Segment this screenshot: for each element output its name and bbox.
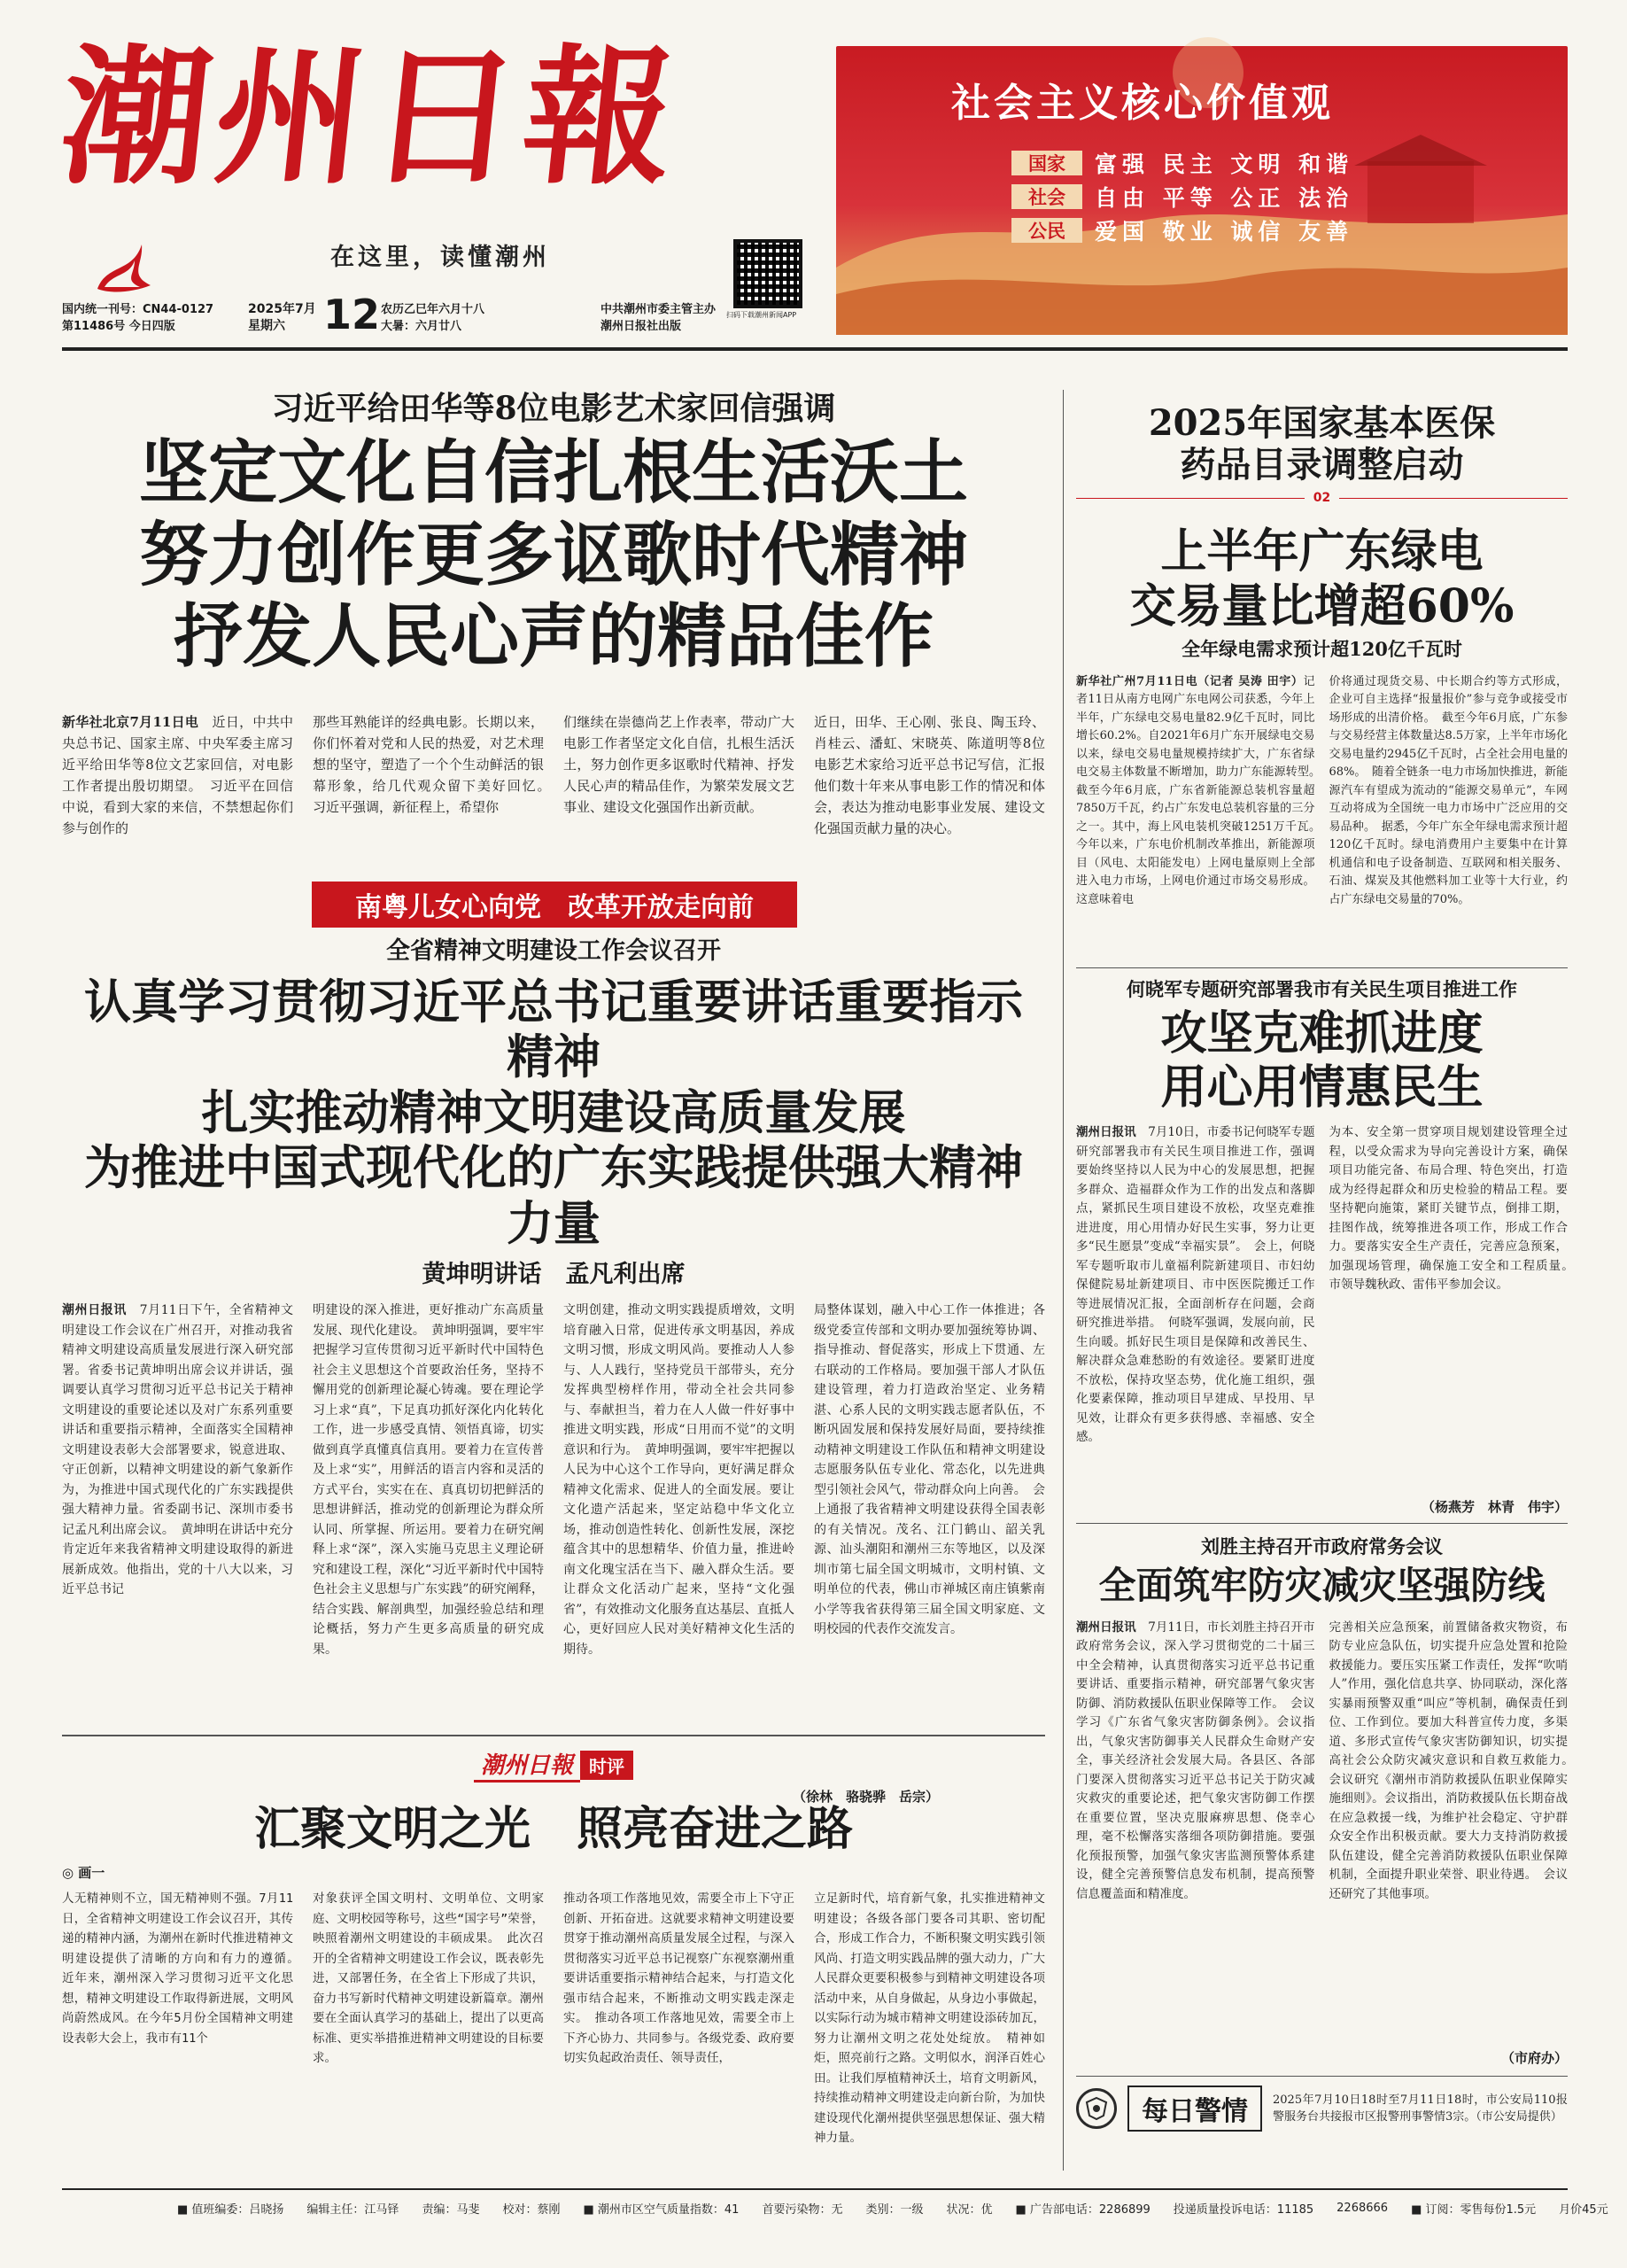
lead-col-4: 近日，田华、王心刚、张良、陶玉玲、肖桂云、潘虹、宋晓英、陈道明等8位电影艺术家给习近平总书记写信，汇报他们数十年来从事电影工作的情况和体会，表达为推动电影事业发展、建设文化强国贡献力量的决心。 <box>814 713 1045 836</box>
meeting-title-3: 为推进中国式现代化的广东实践提供强大精神力量 <box>84 1140 1023 1251</box>
safety-col-2: 完善相关应急预案，前置储备救灾物资，布防专业应急队伍，切实提升应急处置和抢险救援能力。要压实压紧工作责任，发挥“吹哨人”作用，强化信息共享、协同联动，深化落实暴雨预警双重“叫应”等机制，确保责任到位、工作到位。要加大科普宣传力度，多渠道、多形式宣传气象灾害防御知识，切实提高社会公众防灾减灾意识和自救互救能力。 会议研究《潮州市消防救援队伍职业保障实施细则》。会议指出，消防救援队伍长期奋战在应急救援一线，为维护社会稳定、守护群众安全作出积极贡献。要大力支持消防救援队伍建设，健全完善消防救援队伍职业保障机制，全面提升职业荣誉、职业待遇。 会议还研究了其他事项。 <box>1329 1619 1580 1901</box>
meeting-col-4: 局整体谋划，融入中心工作一体推进；各级党委宣传部和文明办要加强统筹协调、指导推动、督促落实，形成上下贯通、左右联动的工作格局。要加强干部人才队伍建设管理，着力打造政治坚定、业务精湛、心系人民的文明实践志愿者队伍，不断巩固发展和保持发展好局面，要持续推动精神文明建设工作队伍和精神文明建设志愿服务队伍专业化、常态化，以先进典型引领社会风气，带动群众向上向善。 会上通报了我省精神文明建设获得全国表彰的有关情况。茂名、江门鹤山、韶关乳源、汕头潮阳和潮州三东等地区，以及深圳市第七届全国文明城市，文明村镇、文明单位的代表，佛山市禅城区南庄镇紫南小学等我省获得第三届全国文明家庭、文明校园的代表作交流发言。 <box>814 1303 1045 1637</box>
masthead-slogan: 在这里，读懂潮州 <box>330 244 550 271</box>
lead-title-2: 努力创作更多讴歌时代精神 <box>138 514 968 595</box>
commentary-col-1: 人无精神则不立，国无精神则不强。7月11日，全省精神文明建设工作会议召开，其传递的精神内涵，为潮州在新时代推进精神文明建设提供了清晰的方向和有力的遵循。 近年来，潮州深入学习贯彻习近平文化思想，精神文明建设工作取得新进展，文明风尚蔚然成风。在今年5月份全国精神文明建设表彰大会上，我市有11个 <box>62 1891 306 2046</box>
power-col-2: 价将通过现货交易、中长期合约等方式形成，企业可自主选择“报量报价”参与竞争或接受市场形成的出清价格。 截至今年6月底，广东参与交易经营主体数量达8.5万家，上半年市场化交易电量约2945亿千瓦时，占全社会用电量的68%。 随着全链条一电力市场加快推进，新能源汽车有望成为流动的“能源交易单元”，车网互动将成为全国统一电力市场中广泛应用的交易品种。 据悉，今年广东全年绿电需求预计超120亿千瓦时。绿电消费用户主要集中在计算机通信和电子设备制造、互联网和相关服务、石油、煤炭及其他燃料加工业等十大行业，约占广东绿电交易量的70%。 <box>1329 674 1568 906</box>
footer-phone2: 2268666 <box>1336 2201 1389 2215</box>
values-row-society: 社会 自由 平等 公正 法治 <box>1011 183 1353 211</box>
commentary-author: ◎ 画一 <box>62 1865 105 1882</box>
footer <box>177 2197 1608 2218</box>
project-title-2: 用心用情惠民生 <box>1160 1060 1484 1115</box>
meeting-article <box>62 937 1045 1806</box>
flame-icon <box>89 237 159 298</box>
drug-title-2[interactable]: 药品目录调整启动 <box>1180 444 1464 486</box>
sidebar <box>1076 390 1580 2132</box>
commentary-tag: 时评 <box>580 1751 633 1780</box>
commentary-col-3: 推动各项工作落地见效，需要全市上下守正创新、开拓奋进。这就要求精神文明建设要贯穿于推动潮州高质量发展全过程，与深入贯彻落实习近平总书记视察广东视察潮州重要讲话重要指示精神结合起来，与打造文化强市结合起来，不断推动文明实践走深走实。 推动各项工作落地见效，需要全市上下齐心协力、共同参与。各级党委、政府要切实负起政治责任、领导责任， <box>563 1891 794 2066</box>
issue-number: 第11486号 今日四版 <box>62 320 175 333</box>
footer-responsible: 责编：马斐 <box>422 2202 480 2217</box>
meeting-col-3: 文明创建，推动文明实践提质增效，文明培育融入日常，促进传承文明基因，养成文明习惯，形成文明风尚。要推动人人参与、人人践行，坚持党员干部带头，充分发挥典型榜样作用，带动全社会共同参与、奉献担当，着力在人人做一件好事中推进文明实践，形成“日用而不觉”的文明意识和行为。 黄坤明强调，要牢牢把握以人民为中心这个工作导向，更好满足群众精神文化需求、促进人的全面发展。要让文化遗产活起来，坚定站稳中华文化立场，推动创造性转化、创新性发展，深挖蕴含其中的思想精华、价值力量，推进岭南文化瑰宝活在当下、融入群众生活。要让群众文化活动广起来，坚持“文化强省”，有效推动文化服务直达基层、直抵人心，更好回应人民对美好精神文化生活的期待。 <box>563 1303 794 1657</box>
project-col-1: 潮州日报讯 7月10日，市委书记何晓军专题研究部署我市有关民生项目推进工作，强调要始终坚持以人民为中心的发展思想，把握多群众、造福群众作为工作的出发点和落脚点，紧抓民生项目建设不放松，攻坚克难推进进度，用心用情办好民生实事，努力让更多“民生愿景”变成“幸福实景”。 会上，何晓军专题听取市儿童福利院新建项目、市妇幼保健院易址新建项目、市中医医院搬迁工作等进展情况汇报，全面剖析存在问题，会商研究推进举措。 何晓军强调，发展向前，民生向暖。抓好民生项目是保障和改善民生、解决群众急难愁盼的有效途径。要紧盯进度不放松，保持攻坚态势，优化施工组织，强化要素保障，推动项目早建成、早投用、早见效，让群众有更多获得感、幸福感、安全感。 <box>1076 1125 1315 1445</box>
police-title: 每日警情 <box>1127 2085 1262 2132</box>
power-title-2: 交易量比增超60% <box>1129 579 1515 633</box>
commentary-col-4: 立足新时代，培育新气象，扎实推进精神文明建设；各级各部门要各司其职、密切配合，形成工作合力，不断积聚文明实践引领风尚、打造文明实践品牌的强大动力，广大人民群众更要积极参与到精神文明建设各项活动中来，从自身做起，从身边小事做起，以实际行动为城市精神文明建设添砖加瓦，努力让潮州文明之花处处绽放。 精神如炬，照亮前行之路。文明似水，润泽百姓心田。让我们厚植精神沃土，培育文明新风，持续推动精神文明建设走向新台阶，为加快建设现代化潮州提供坚强思想保证、强大精神力量。 <box>814 1891 1045 2146</box>
meeting-subtitle: 黄坤明讲话 孟凡利出席 <box>422 1260 686 1288</box>
masthead-rule <box>62 347 1568 351</box>
lead-article <box>62 390 1045 836</box>
safety-title: 全面筑牢防灾减灾坚强防线 <box>1098 1564 1546 1608</box>
footer-subscribe: ■ 订阅：零售每份1.5元 <box>1411 2202 1537 2217</box>
weekday: 星期六 <box>248 319 285 333</box>
year-month: 2025年7月 <box>248 302 316 316</box>
footer-monthly: 月价45元 <box>1559 2202 1608 2217</box>
commentary-title: 汇聚文明之光 照亮奋进之路 <box>253 1802 853 1856</box>
commentary-brand: 潮州日報 <box>474 1747 580 1783</box>
safety-credit: （市府办） <box>1500 2049 1568 2066</box>
footer-proofreader: 校对：蔡刚 <box>502 2202 561 2217</box>
police-badge-icon <box>1076 2088 1117 2129</box>
project-kicker: 何晓军专题研究部署我市有关民生项目推进工作 <box>1127 977 1517 1000</box>
drug-page-ref[interactable]: 02 <box>1313 491 1331 506</box>
solar-term: 大暑：六月廿八 <box>381 320 462 333</box>
lead-title-3: 抒发人民心声的精品佳作 <box>173 595 934 677</box>
publisher-line2: 潮州日报社出版 <box>600 320 682 333</box>
project-col-2: 为本、安全第一贯穿项目规划建设管理全过程，以受众需求为导向完善设计方案，确保项目功能完备、布局合理、特色突出，打造成为经得起群众和历史检验的精品工程。要坚持靶向施策，紧盯关键节点，倒排工期，挂图作战，统筹推进各项工作，形成工作合力。要落实安全生产责任，完善应急预案，加强现场管理，确保施工安全和工程质量。 市领导魏秋政、雷伟平参加会议。 <box>1329 1125 1580 1293</box>
meeting-col-1: 潮州日报讯 7月11日下午，全省精神文明建设工作会议在广州召开，对推动我省精神文明建设高质量发展进行深入研究部署。省委书记黄坤明出席会议并讲话，强调要认真学习贯彻习近平总书记关于精神文明建设的重要论述以及对广东系列重要讲话和重要指示精神，全面落实全国精神文明建设表彰大会部署要求，锐意进取、守正创新，以精神文明建设的新气象新作为，为推进中国式现代化的广东实践提供强大精神力量。省委副书记、深圳市委书记孟凡利出席会议。 黄坤明在讲话中充分肯定近年来我省精神文明建设取得的新进展新成效。他指出，党的十八大以来，习近平总书记 <box>62 1303 294 1597</box>
lead-col-2: 那些耳熟能详的经典电影。长期以来，你们怀着对党和人民的热爱，对艺术理想的坚守，塑造了一个个生动鲜活的银幕形象，给几代观众留下美好回忆。 习近平强调，新征程上，希望你 <box>313 713 558 815</box>
column-divider <box>1063 390 1064 2171</box>
footer-pollutant: 首要污染物：无 <box>762 2202 843 2217</box>
meeting-col-2: 明建设的深入推进，更好推动广东高质量发展、现代化建设。 黄坤明强调，要牢牢把握学习宣传贯彻习近平新时代中国特色社会主义思想这个首要政治任务，坚持不懈用党的创新理论凝心铸魂。要在理论学习上求“真”，下足真功抓好深化内化转化工作，进一步感受真情、领悟真谛，切实做到真学真懂真信真用。要着力在宣传普及上求“实”，用鲜活的语言内容和灵活的方式平台，实实在在、真真切切把鲜活的思想讲鲜活，推动党的创新理论为群众所认同、所掌握、所运用。要着力在研究阐释上求“深”，深入实施马克思主义理论研究和建设工程，深化“习近平新时代中国特色社会主义思想与广东实践”的研究阐释，结合实践、解剖典型，加强经验总结和理论概括，努力产生更多高质量的研究成果。 <box>313 1303 544 1657</box>
footer-chief: 编辑主任：江马铎 <box>306 2202 399 2217</box>
core-values-ad <box>836 46 1568 335</box>
meeting-credit: （徐林 骆骁骅 岳宗） <box>792 1789 939 1806</box>
power-subtitle: 全年绿电需求预计超120亿千瓦时 <box>1182 638 1462 661</box>
footer-ad-phone: ■ 广告部电话：2286899 <box>1015 2202 1151 2217</box>
lead-col-3: 们继续在崇德尚艺上作表率，带动广大电影工作者坚定文化自信，扎根生活沃土，努力创作更多讴歌时代精神、抒发人民心声的精品佳作，为繁荣发展文艺事业、建设文化强国作出新贡献。 <box>563 713 794 815</box>
lunar-date: 农历乙巳年六月十八 <box>381 303 485 316</box>
meeting-kicker: 全省精神文明建设工作会议召开 <box>386 937 721 965</box>
safety-col-1: 潮州日报讯 7月11日，市长刘胜主持召开市政府常务会议，深入学习贯彻党的二十届三中全会精神，认真贯彻落实习近平总书记重要讲话、重要指示精神，研究部署气象灾害防御、消防救援队伍职业保障等工作。 会议学习《广东省气象灾害防御条例》。会议指出，气象灾害防御事关人民群众生命财产安全，事关经济社会发展大局。各县区、各部门要深入贯彻落实习近平总书记关于防灾减灾救灾的重要论述，把气象灾害防御工作摆在重要位置，坚决克服麻痹思想、侥幸心理，毫不松懈落实落细各项防御措施。要强化预报预警，加强气象灾害监测预警体系建设，健全完善预警信息发布机制，提高预警信息覆盖面和精准度。 <box>1076 1619 1315 1901</box>
qr-code[interactable] <box>726 239 802 320</box>
masthead <box>52 29 833 338</box>
meeting-title-1: 认真学习贯彻习近平总书记重要讲话重要指示精神 <box>84 974 1023 1085</box>
day-number: 12 <box>323 291 381 338</box>
meeting-title-2: 扎实推动精神文明建设高质量发展 <box>201 1084 906 1140</box>
lead-kicker: 习近平给田华等8位电影艺术家回信强调 <box>271 390 836 427</box>
safety-kicker: 刘胜主持召开市政府常务会议 <box>1201 1535 1443 1558</box>
qr-caption: 扫码下载潮州新闻APP <box>726 311 797 319</box>
power-title-1: 上半年广东绿电 <box>1160 524 1484 579</box>
issn: 国内统一刊号：CN44-0127 <box>62 303 214 316</box>
core-values-title: 社会主义核心价值观 <box>951 81 1334 126</box>
footer-rule <box>62 2188 1568 2190</box>
drug-title-1[interactable]: 2025年国家基本医保 <box>1148 402 1496 444</box>
values-row-citizen: 公民 爱国 敬业 诚信 友善 <box>1011 216 1353 245</box>
footer-editor: ■ 值班编委：吕晓扬 <box>177 2202 284 2217</box>
publisher-line1: 中共潮州市委主管主办 <box>600 303 717 316</box>
police-text: 2025年7月10日18时至7月11日18时，市公安局110报警服务台共接报市区报警刑事警情3宗。（市公安局提供） <box>1273 2093 1568 2124</box>
commentary-rule <box>62 1735 1045 1736</box>
commentary-col-2: 对象获评全国文明村、文明单位、文明家庭、文明校园等称号，这些“国字号”荣誉，映照着潮州文明建设的丰硕成果。 此次召开的全省精神文明建设工作会议，既表彰先进，又部署任务，在全省上下形成了共识，奋力书写新时代精神文明建设新篇章。潮州要在全面认真学习的基础上，提出了以更高标准、更实举措推进精神文明建设的目标要求。 <box>313 1891 544 2066</box>
values-row-nation: 国家 富强 民主 文明 和谐 <box>1011 149 1353 177</box>
lead-title-1: 坚定文化自信扎根生活沃土 <box>138 432 968 514</box>
footer-aqi: ■ 潮州市区空气质量指数：41 <box>583 2202 740 2217</box>
campaign-banner: 南粤儿女心向党 改革开放走向前 <box>312 882 797 928</box>
footer-status: 状况：优 <box>946 2202 993 2217</box>
power-col-1: 新华社广州7月11日电（记者 吴涛 田宇）记者11日从南方电网广东电网公司获悉，今年上半年，广东绿电交易电量82.9亿千瓦时，同比增长60.2%。自2021年6月广东开展绿电交易以来，绿电交易电量规模持续扩大，广东省绿电交易主体数量不断增加，助力广东能源转型。 截至今年6月底，广东省新能源总装机容量超7850万千瓦，约占广东发电总装机容量的三分之一。其中，海上风电装机突破1251万千瓦。 今年以来，广东电价机制改革推出，新能源项目（风电、太阳能发电）上网电量原则上全部进入电力市场，上网电价通过市场交易形成。这意味着电 <box>1076 674 1327 906</box>
footer-complaint: 投递质量投诉电话：11185 <box>1173 2202 1314 2217</box>
project-title-1: 攻坚克难抓进度 <box>1160 1006 1484 1060</box>
commentary-article <box>62 1747 1045 2172</box>
project-credit: （杨燕芳 林青 伟宇） <box>1421 1499 1568 1516</box>
masthead-logo: 潮州日報 <box>52 29 688 205</box>
lead-col-1: 新华社北京7月11日电 近日，中共中央总书记、国家主席、中央军委主席习近平给田华等8位文艺家回信，对电影工作者提出殷切期望。 习近平在回信中说，看到大家的来信，不禁想起你们参与创作的 <box>62 713 293 836</box>
footer-category: 类别：一级 <box>865 2202 924 2217</box>
